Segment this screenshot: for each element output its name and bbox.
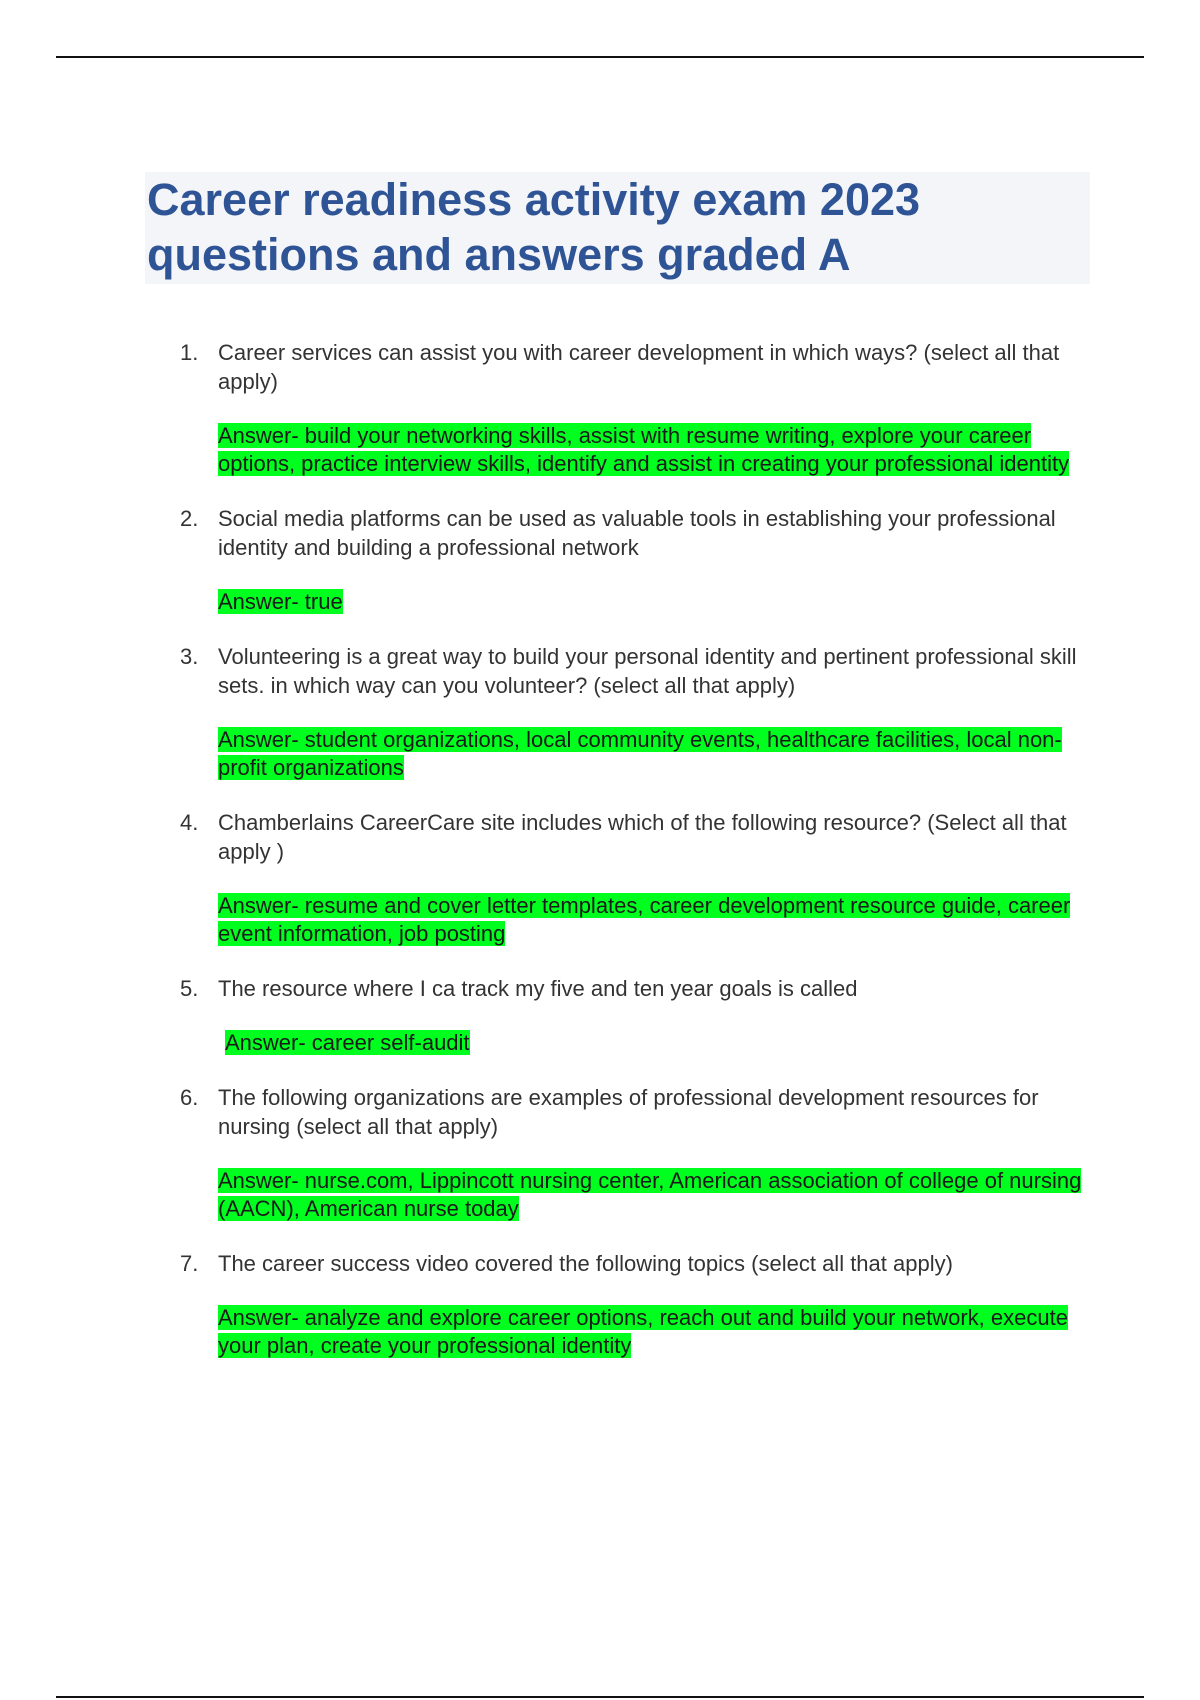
question-number: 7. <box>180 1251 199 1276</box>
answer-text: Answer- build your networking skills, assist with resume writing, explore your career options, practice interview skills, identify and assist in creating your professional identity <box>218 423 1070 476</box>
qa-item <box>170 642 1090 782</box>
bottom-rule <box>56 1696 1144 1698</box>
answer-text: Answer- career self-audit <box>225 1030 470 1055</box>
answer-block <box>218 1304 1090 1360</box>
qa-item <box>170 504 1090 616</box>
qa-item <box>170 1083 1090 1223</box>
answer-block <box>218 422 1090 478</box>
answer-text: Answer- true <box>218 589 343 614</box>
answer-text: Answer- student organizations, local community events, healthcare facilities, local non-profit organizations <box>218 727 1062 780</box>
answer-block <box>218 588 1090 616</box>
question-text: The following organizations are examples of professional development resources for nursing (select all that apply) <box>218 1085 1039 1139</box>
qa-item <box>170 338 1090 478</box>
question-text: The resource where I ca track my five and ten year goals is called <box>218 976 858 1001</box>
question-text: Volunteering is a great way to build your personal identity and pertinent professional skill sets. in which way can you volunteer? (select all that apply) <box>218 644 1077 698</box>
question-number: 2. <box>180 506 199 531</box>
answer-block <box>218 1167 1090 1223</box>
answer-block <box>218 726 1090 782</box>
question-number: 3. <box>180 644 199 669</box>
top-rule <box>56 56 1144 58</box>
question-number: 1. <box>180 340 199 365</box>
question-text: Chamberlains CareerCare site includes which of the following resource? (Select all that apply ) <box>218 810 1067 864</box>
question-text: Social media platforms can be used as valuable tools in establishing your professional identity and building a professional network <box>218 506 1056 560</box>
qa-item <box>170 974 1090 1057</box>
question-number: 5. <box>180 976 199 1001</box>
question-text: Career services can assist you with career development in which ways? (select all that apply) <box>218 340 1060 394</box>
answer-block <box>218 892 1090 948</box>
answer-text: Answer- nurse.com, Lippincott nursing center, American association of college of nursing (AACN), American nurse today <box>218 1168 1082 1221</box>
qa-list <box>170 338 1090 1386</box>
answer-text: Answer- resume and cover letter templates, career development resource guide, career event information, job posting <box>218 893 1071 946</box>
question-number: 4. <box>180 810 199 835</box>
qa-item <box>170 1249 1090 1360</box>
qa-item <box>170 808 1090 948</box>
title-block <box>145 172 1090 284</box>
question-number: 6. <box>180 1085 199 1110</box>
document-title: Career readiness activity exam 2023 questions and answers graded A <box>147 174 921 280</box>
answer-text: Answer- analyze and explore career options, reach out and build your network, execute your plan, create your professional identity <box>218 1305 1068 1358</box>
answer-block <box>218 1029 1090 1057</box>
question-text: The career success video covered the following topics (select all that apply) <box>218 1251 953 1276</box>
